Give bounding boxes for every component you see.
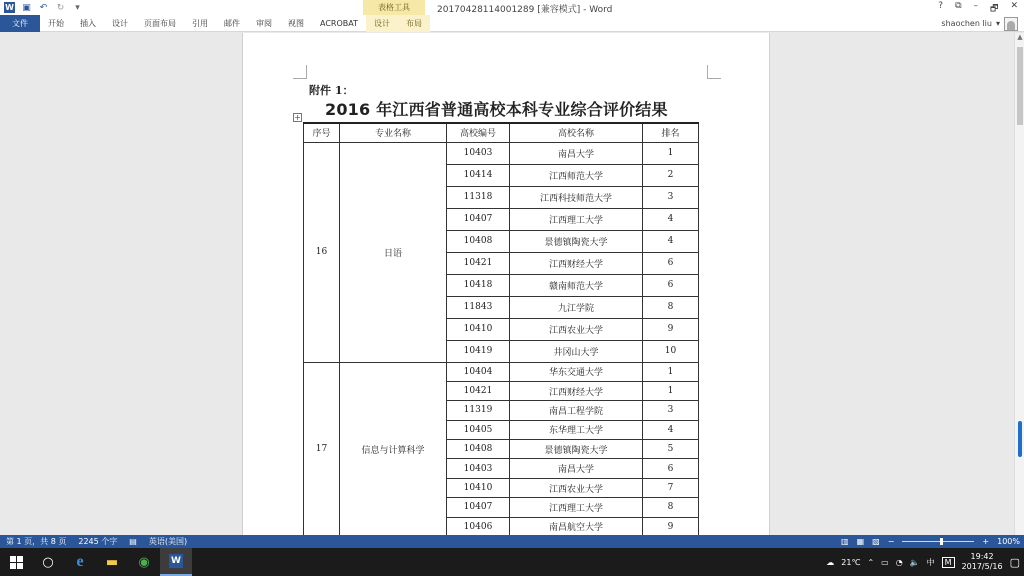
show-hidden-icons-icon[interactable]: ⌃	[867, 557, 875, 567]
system-tray	[826, 548, 1020, 576]
clock[interactable]	[962, 552, 1003, 572]
school-cell[interactable]: 江西农业大学	[510, 478, 643, 497]
major-cell[interactable]: 信息与计算科学	[340, 362, 447, 535]
table-move-handle-icon[interactable]: +	[294, 113, 301, 122]
windows-logo-icon	[10, 556, 23, 569]
school-cell[interactable]: 江西科技师范大学	[510, 186, 643, 208]
code-cell[interactable]: 11843	[447, 296, 510, 318]
tab-insert[interactable]: 插入	[80, 18, 96, 28]
view-and-zoom-controls	[841, 535, 1020, 548]
rank-cell[interactable]: 7	[643, 478, 699, 497]
school-cell[interactable]: 九江学院	[510, 296, 643, 318]
volume-icon[interactable]: 🔈	[909, 557, 920, 567]
rank-cell[interactable]: 1	[643, 381, 699, 400]
user-name[interactable]: shaochen liu	[941, 19, 992, 28]
school-cell[interactable]: 景德镇陶瓷大学	[510, 230, 643, 252]
weather-cloud-icon[interactable]: ☁	[826, 557, 835, 567]
zoom-in-icon[interactable]: +	[982, 537, 990, 546]
clock-date: 2017/5/16	[961, 562, 1003, 571]
document-area[interactable]	[0, 33, 1024, 535]
header-major[interactable]: 专业名称	[340, 123, 447, 142]
rank-cell[interactable]: 6	[643, 252, 699, 274]
zoom-slider-knob[interactable]	[940, 538, 943, 545]
close-button[interactable]: ✕	[1010, 1, 1018, 11]
edge-browser-icon[interactable]: e	[76, 553, 84, 570]
minimize-button[interactable]: –	[973, 1, 978, 11]
zoom-slider[interactable]	[902, 541, 974, 542]
start-button[interactable]	[0, 548, 32, 576]
avatar[interactable]	[1004, 17, 1018, 31]
seq-cell[interactable]: 17	[304, 362, 340, 535]
document-heading[interactable]: 2016 年江西省普通高校本科专业综合评价结果	[325, 100, 668, 119]
school-cell[interactable]: 井冈山大学	[510, 340, 643, 362]
word-app-icon: W	[169, 554, 183, 568]
tab-home[interactable]: 开始	[48, 18, 64, 28]
header-school-name[interactable]: 高校名称	[510, 123, 643, 142]
page-corner-mark	[293, 65, 307, 79]
save-icon[interactable]: ▣	[22, 2, 31, 13]
browser-360-icon[interactable]: ◉	[138, 554, 150, 570]
code-cell[interactable]: 10410	[447, 318, 510, 340]
rank-cell[interactable]: 6	[643, 459, 699, 478]
word-app-icon[interactable]: W	[5, 3, 14, 12]
code-cell[interactable]: 10414	[447, 164, 510, 186]
language-indicator[interactable]: 英语(美国)	[148, 537, 188, 546]
file-explorer-icon[interactable]: ▬	[105, 554, 119, 570]
zoom-out-icon[interactable]: −	[887, 537, 895, 546]
tab-view[interactable]: 视图	[288, 18, 304, 28]
school-cell[interactable]: 江西理工大学	[510, 498, 643, 517]
rank-cell[interactable]: 9	[643, 318, 699, 340]
code-cell[interactable]: 10404	[447, 362, 510, 381]
tab-references[interactable]: 引用	[192, 18, 208, 28]
code-cell[interactable]: 10421	[447, 252, 510, 274]
rank-cell[interactable]: 4	[643, 208, 699, 230]
document-title: 20170428114001289 [兼容模式] - Word	[437, 5, 613, 15]
rank-cell[interactable]: 9	[643, 517, 699, 535]
code-cell[interactable]: 10418	[447, 274, 510, 296]
table-row	[304, 142, 699, 164]
school-cell[interactable]: 华东交通大学	[510, 362, 643, 381]
rank-cell[interactable]: 8	[643, 498, 699, 517]
battery-icon[interactable]: ▭	[881, 557, 889, 567]
rank-cell[interactable]: 10	[643, 340, 699, 362]
ribbon-display-icon[interactable]: ⧉	[955, 1, 962, 11]
header-rank[interactable]: 排名	[643, 123, 699, 142]
scroll-up-icon[interactable]: ▲	[1017, 33, 1023, 41]
tab-page-layout[interactable]: 页面布局	[144, 18, 176, 28]
vertical-scrollbar[interactable]	[1014, 33, 1024, 535]
proofing-icon[interactable]: ▤	[129, 537, 137, 546]
web-layout-icon[interactable]: ▧	[872, 537, 880, 546]
ranking-table[interactable]	[303, 122, 699, 535]
rank-cell[interactable]: 4	[643, 230, 699, 252]
code-cell[interactable]: 10403	[447, 459, 510, 478]
title-bar	[0, 0, 1024, 15]
school-cell[interactable]: 江西农业大学	[510, 318, 643, 340]
rank-cell[interactable]: 2	[643, 164, 699, 186]
tab-design[interactable]: 设计	[112, 18, 128, 28]
rank-cell[interactable]: 3	[643, 186, 699, 208]
cortana-search-icon[interactable]: ○	[42, 554, 54, 570]
code-cell[interactable]: 10419	[447, 340, 510, 362]
status-bar	[0, 535, 1024, 548]
read-mode-icon[interactable]: ▥	[841, 537, 849, 546]
redo-icon[interactable]: ↻	[56, 2, 65, 13]
header-school-code[interactable]: 高校编号	[447, 123, 510, 142]
code-cell[interactable]: 11319	[447, 401, 510, 420]
school-cell[interactable]: 南昌大学	[510, 142, 643, 164]
scroll-thumb[interactable]	[1017, 47, 1023, 125]
code-cell[interactable]: 10408	[447, 230, 510, 252]
school-cell[interactable]: 江西财经大学	[510, 381, 643, 400]
undo-icon[interactable]: ↶	[39, 2, 48, 13]
ime-mode-icon[interactable]: M	[942, 557, 955, 568]
scroll-position-indicator[interactable]	[1018, 421, 1022, 457]
tab-table-design[interactable]: 设计	[366, 15, 398, 32]
school-cell[interactable]: 江西师范大学	[510, 164, 643, 186]
restore-button[interactable]: 🗗	[990, 4, 999, 14]
page-count[interactable]: 第 1 页，共 8 页	[6, 537, 67, 546]
rank-cell[interactable]: 1	[643, 362, 699, 381]
word-count[interactable]: 2245 个字	[78, 537, 118, 546]
tab-review[interactable]: 审阅	[256, 18, 272, 28]
tab-table-layout[interactable]: 布局	[398, 15, 430, 32]
zoom-level[interactable]: 100%	[997, 537, 1020, 546]
temperature[interactable]: 21℃	[841, 557, 861, 567]
network-icon[interactable]: ◔	[895, 557, 903, 567]
code-cell[interactable]: 10421	[447, 381, 510, 400]
tab-file[interactable]: 文件	[0, 15, 40, 32]
tab-acrobat[interactable]: ACROBAT	[320, 18, 358, 28]
seq-cell[interactable]: 16	[304, 142, 340, 362]
customize-toolbar-icon[interactable]: ▾	[75, 2, 80, 13]
major-cell[interactable]: 日语	[340, 142, 447, 362]
code-cell[interactable]: 11318	[447, 186, 510, 208]
rank-cell[interactable]: 8	[643, 296, 699, 318]
code-cell[interactable]: 10407	[447, 208, 510, 230]
help-button[interactable]: ?	[938, 1, 944, 11]
clock-time: 19:42	[970, 552, 994, 561]
header-seq[interactable]: 序号	[304, 123, 340, 142]
rank-cell[interactable]: 3	[643, 401, 699, 420]
table-tools-group-label: 表格工具	[363, 0, 425, 15]
attachment-label[interactable]: 附件 1：	[309, 84, 354, 97]
document-page[interactable]	[242, 33, 770, 535]
school-cell[interactable]: 江西财经大学	[510, 252, 643, 274]
code-cell[interactable]: 10407	[447, 498, 510, 517]
notifications-icon[interactable]: ▢	[1009, 555, 1020, 569]
table-row	[304, 362, 699, 381]
rank-cell[interactable]: 1	[643, 142, 699, 164]
school-cell[interactable]: 南昌工程学院	[510, 401, 643, 420]
school-cell[interactable]: 南昌航空大学	[510, 517, 643, 535]
tab-mailings[interactable]: 邮件	[224, 18, 240, 28]
word-taskbar-icon[interactable]	[160, 548, 192, 576]
user-account[interactable]	[941, 15, 1018, 32]
windows-taskbar	[0, 548, 1024, 576]
code-cell[interactable]: 10406	[447, 517, 510, 535]
print-layout-icon[interactable]: ▦	[856, 537, 865, 546]
rank-cell[interactable]: 4	[643, 420, 699, 439]
ribbon-tabs	[0, 15, 1024, 32]
user-dropdown-icon[interactable]: ▾	[995, 19, 1000, 28]
table-header-row	[304, 123, 699, 142]
quick-access-toolbar	[0, 2, 83, 13]
school-cell[interactable]: 江西理工大学	[510, 208, 643, 230]
page-corner-mark	[707, 65, 721, 79]
school-cell[interactable]: 南昌大学	[510, 459, 643, 478]
code-cell[interactable]: 10405	[447, 420, 510, 439]
school-cell[interactable]: 赣南师范大学	[510, 274, 643, 296]
code-cell[interactable]: 10410	[447, 478, 510, 497]
code-cell[interactable]: 10408	[447, 440, 510, 459]
code-cell[interactable]: 10403	[447, 142, 510, 164]
school-cell[interactable]: 东华理工大学	[510, 420, 643, 439]
school-cell[interactable]: 景德镇陶瓷大学	[510, 440, 643, 459]
rank-cell[interactable]: 5	[643, 440, 699, 459]
rank-cell[interactable]: 6	[643, 274, 699, 296]
ime-indicator[interactable]: 中	[926, 557, 935, 567]
